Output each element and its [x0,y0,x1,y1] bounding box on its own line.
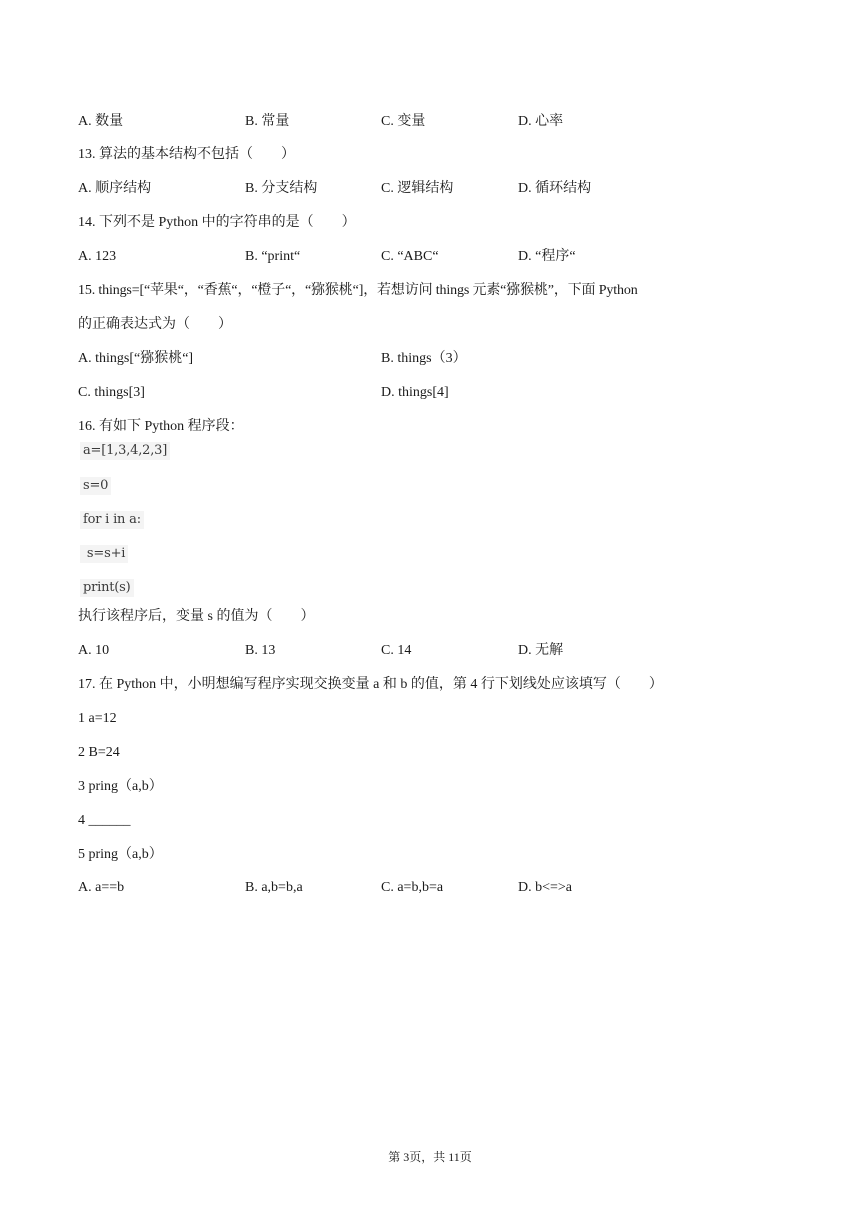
code-line: a=[1,3,4,2,3] [80,442,170,460]
option-b: B. 常量 [245,114,290,129]
option-b: B. 13 [245,643,276,658]
code-line: 1 a=12 [78,711,117,726]
question-16-prompt: 执行该程序后，变量 s 的值为（ ） [78,609,315,624]
code-line: 2 B=24 [78,745,120,760]
option-d: D. things[4] [381,385,449,400]
code-line: s=0 [80,477,111,495]
option-a: A. 数量 [78,114,124,129]
code-line: 4 ______ [78,813,131,828]
option-a: A. things[“猕猴桃“] [78,351,194,366]
option-b: B. “print“ [245,249,301,264]
question-15-stem-line-1: 15. things=[“苹果“，“香蕉“，“橙子“，“猕猴桃“]，若想访问 things 元素“猕猴桃”，下面 Python [78,283,638,298]
option-b: B. things（3） [381,351,467,366]
code-line: for i in a: [80,511,144,529]
code-line: 3 pring（a,b） [78,779,163,794]
option-d: D. b<=>a [518,880,573,895]
option-d: D. 心率 [518,114,564,129]
code-line: 5 pring（a,b） [78,847,163,862]
question-16-stem: 16. 有如下 Python 程序段： [78,419,244,434]
option-a: A. 123 [78,249,117,264]
option-c: C. a=b,b=a [381,880,444,895]
code-line: s=s+i [80,545,128,563]
option-d: D. “程序“ [518,249,576,264]
option-a: A. 顺序结构 [78,181,152,196]
question-13-stem: 13. 算法的基本结构不包括（ ） [78,147,295,162]
option-c: C. 逻辑结构 [381,181,454,196]
option-c: C. “ABC“ [381,249,439,264]
option-a: A. 10 [78,643,110,658]
question-15-stem-line-2: 的正确表达式为（ ） [78,317,232,332]
code-line: print(s) [80,579,134,597]
page-footer: 第 3页，共 11页 [388,1150,472,1164]
option-b: B. 分支结构 [245,181,318,196]
option-c: C. 14 [381,643,412,658]
option-b: B. a,b=b,a [245,880,303,895]
option-d: D. 无解 [518,643,564,658]
question-14-stem: 14. 下列不是 Python 中的字符串的是（ ） [78,215,356,230]
option-a: A. a==b [78,880,125,895]
option-c: C. things[3] [78,385,145,400]
option-c: C. 变量 [381,114,426,129]
question-17-stem: 17. 在 Python 中，小明想编写程序实现交换变量 a 和 b 的值，第 4 行下划线处应该填写（ ） [78,677,663,692]
option-d: D. 循环结构 [518,181,592,196]
